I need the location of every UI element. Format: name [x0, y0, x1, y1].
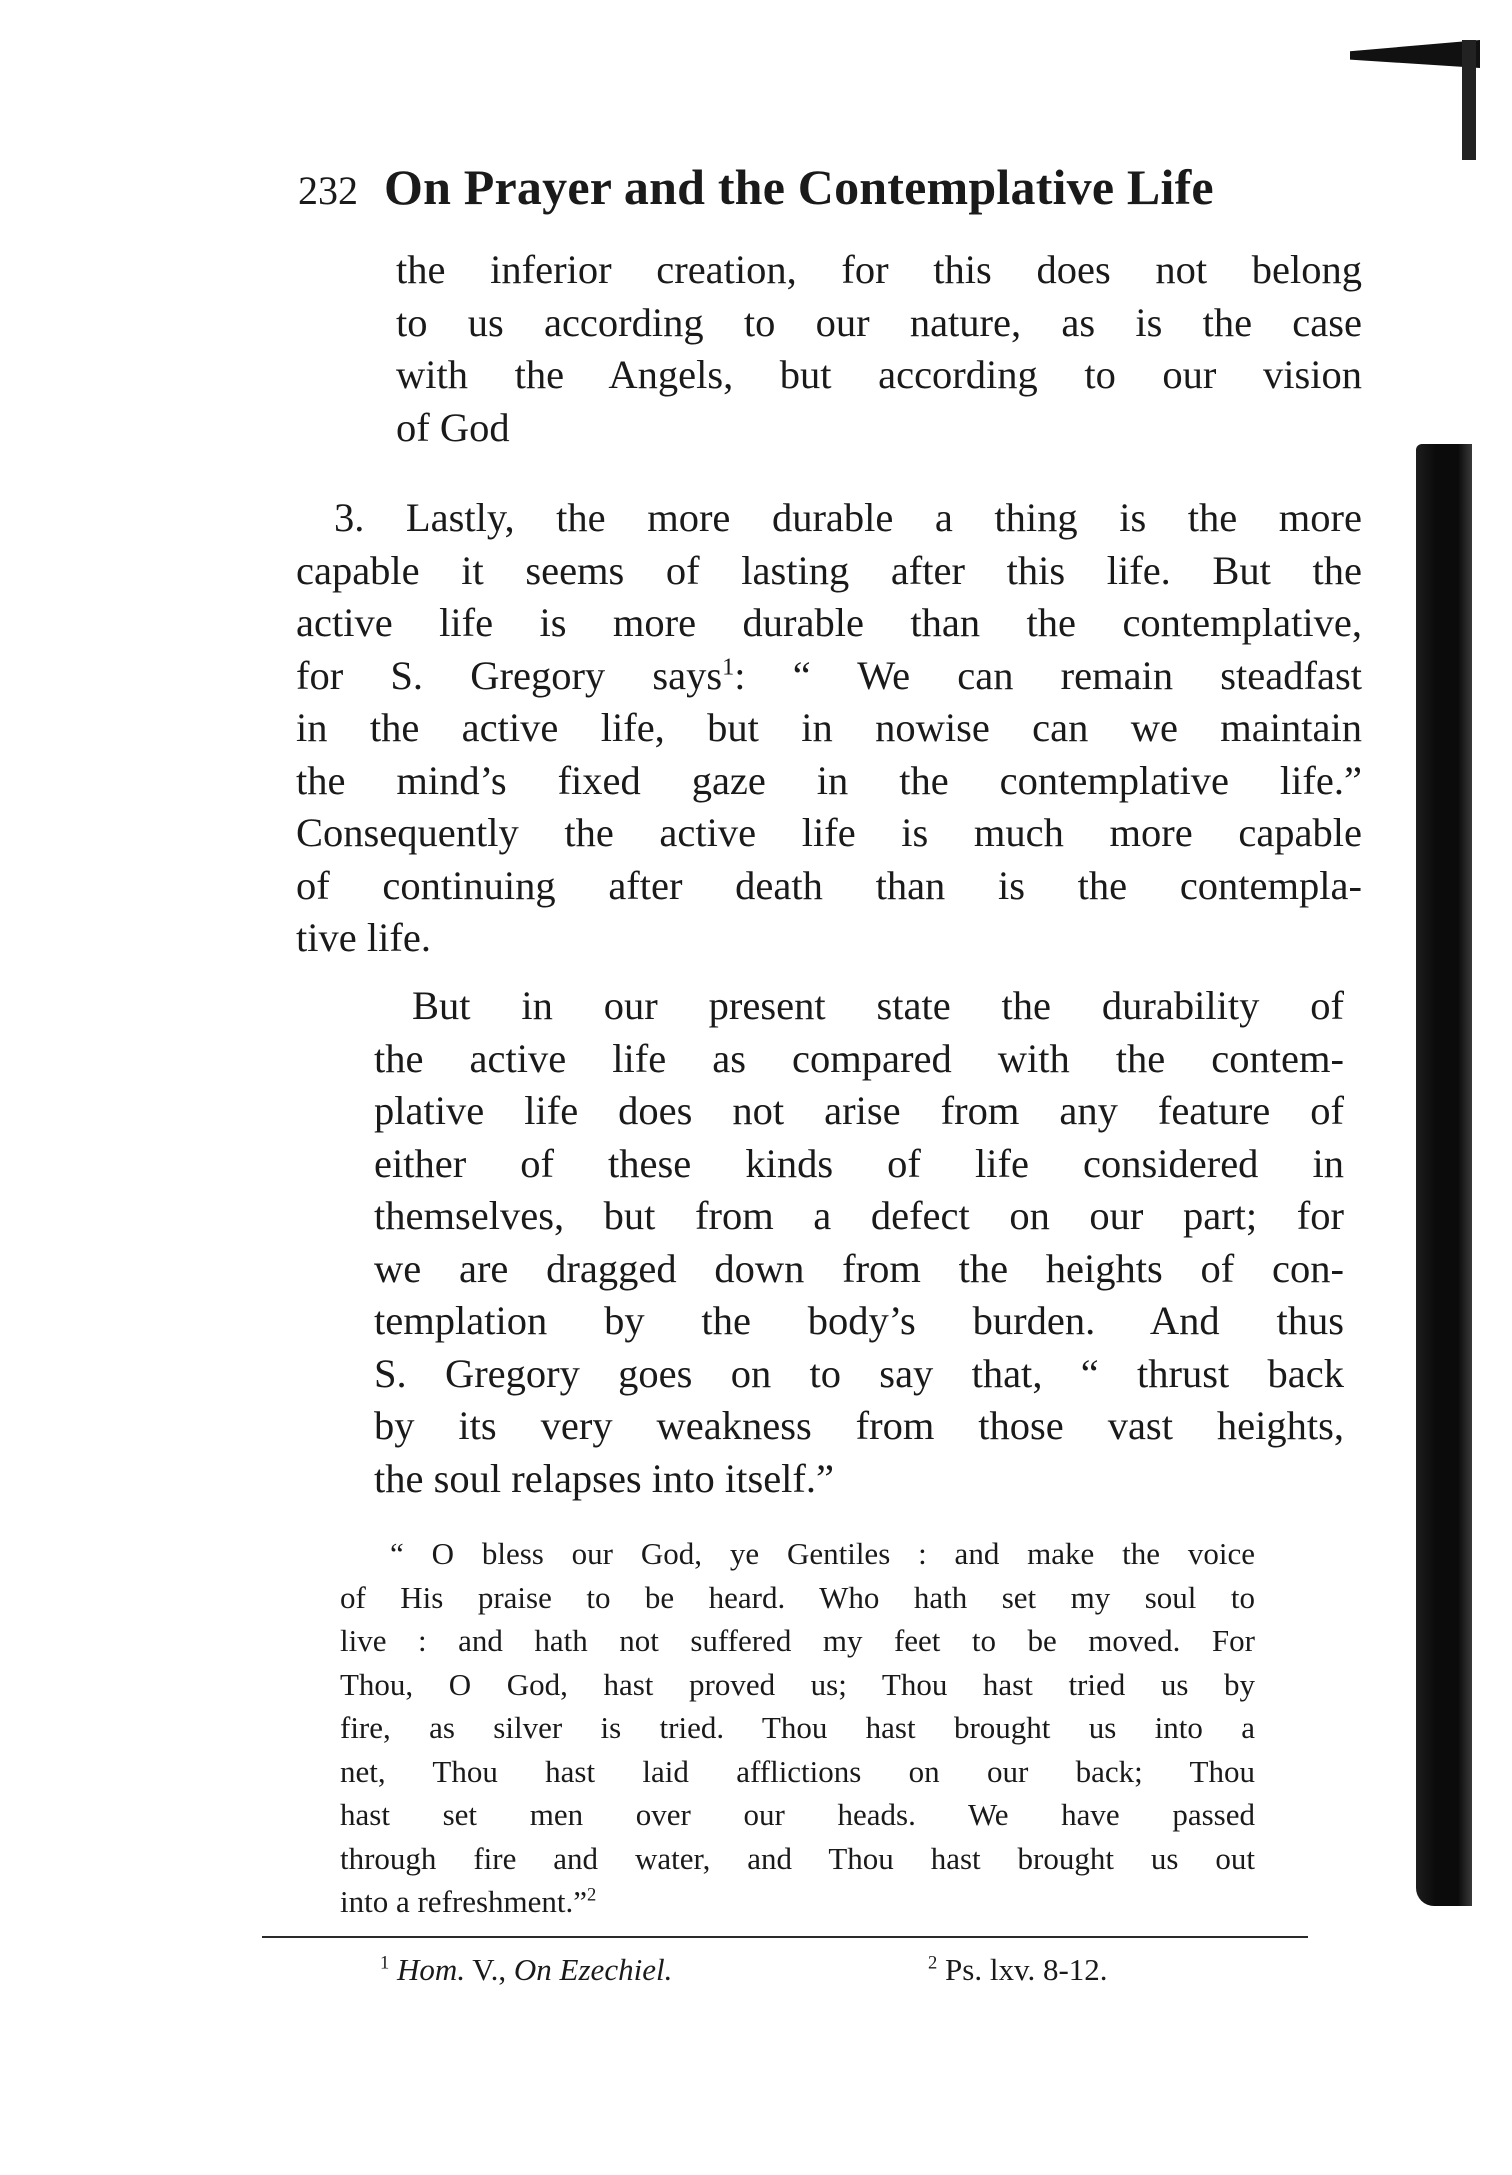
text-line: the mind’s fixed gaze in the contemplative life.”: [296, 757, 1362, 803]
text-line: S. Gregory goes on to say that, “ thrust back: [374, 1350, 1344, 1396]
text-line: in the active life, but in nowise can we maintain: [296, 705, 1362, 750]
footnotes: [380, 1950, 1280, 1990]
quote-line-with-footnote: [340, 1880, 1255, 1924]
text-line: the soul relapses into itself.”: [374, 1455, 835, 1501]
scan-edge-shadow: [1416, 444, 1472, 1906]
text-segment: for S. Gregory says: [296, 652, 723, 698]
footnote-1: [380, 1952, 672, 1987]
running-head: [298, 158, 1348, 228]
text-line: tive life.: [296, 915, 431, 960]
footnote-2: [928, 1950, 1108, 1990]
quote-line: net, Thou hast laid afflictions on our back; Thou: [340, 1753, 1255, 1789]
text-line: we are dragged down from the heights of con-: [374, 1245, 1344, 1291]
footnote-marker: 1: [380, 1952, 390, 1974]
text-line: of continuing after death than is the contempla-: [296, 862, 1362, 908]
quote-line: fire, as silver is tried. Thou hast brought us into a: [340, 1710, 1255, 1745]
text-segment: : “ We can remain steadfast: [734, 652, 1362, 698]
paragraph-reply: [374, 980, 1344, 1505]
quote-line: “ O bless our God, ye Gentiles : and make the voice: [390, 1536, 1255, 1571]
text-segment: into a refreshment.”: [340, 1884, 588, 1919]
text-line: Consequently the active life is much more capable: [296, 810, 1362, 855]
paragraph-continuation: [396, 244, 1362, 454]
footnote-marker: 2: [928, 1952, 938, 1974]
quote-line: Thou, O God, hast proved us; Thou hast tried us by: [340, 1666, 1255, 1702]
page-number: 232: [298, 168, 358, 213]
text-line: to us according to our nature, as is the case: [396, 299, 1362, 345]
footnote-text: Ps. lxv. 8-12.: [945, 1952, 1108, 1987]
footnote-text: V.,: [465, 1952, 514, 1987]
text-line: the inferior creation, for this does not belong: [396, 247, 1362, 292]
text-line: 3. Lastly, the more durable a thing is the more: [334, 495, 1362, 540]
footnote-ref-1: 1: [722, 653, 735, 680]
footnote-divider: [262, 1936, 1308, 1938]
text-line: the active life as compared with the contem-: [374, 1035, 1344, 1081]
text-line: But in our present state the durability of: [412, 983, 1344, 1028]
page-title: On Prayer and the Contemplative Life: [384, 159, 1214, 215]
text-line: capable it seems of lasting after this life. But the: [296, 547, 1362, 593]
footnote-source: Hom.: [397, 1952, 466, 1987]
footnote-source: On Ezechiel.: [513, 1952, 673, 1987]
paragraph-objection-3: [296, 492, 1362, 965]
text-line: themselves, but from a defect on our part; for: [374, 1193, 1344, 1238]
quote-line: live : and hath not suffered my feet to be moved. For: [340, 1623, 1255, 1658]
quote-line: hast set men over our heads. We have passed: [340, 1797, 1255, 1832]
text-line: with the Angels, but according to our vision: [396, 352, 1362, 397]
text-line: by its very weakness from those vast heights,: [374, 1403, 1344, 1448]
text-line: active life is more durable than the contemplative,: [296, 600, 1362, 645]
text-line-with-footnote: [296, 650, 1362, 703]
text-line: templation by the body’s burden. And thus: [374, 1298, 1344, 1343]
footnote-ref-2: 2: [587, 1884, 597, 1906]
text-line: plative life does not arise from any feature of: [374, 1088, 1344, 1133]
text-line: of God: [396, 404, 510, 450]
quote-line: of His praise to be heard. Who hath set my soul to: [340, 1579, 1255, 1615]
text-line: either of these kinds of life considered in: [374, 1140, 1344, 1186]
scan-corner-mark-vertical: [1462, 40, 1476, 160]
quote-line: through fire and water, and Thou hast brought us out: [340, 1840, 1255, 1876]
scan-corner-mark: [1350, 40, 1480, 68]
psalm-quotation: [340, 1532, 1255, 1924]
